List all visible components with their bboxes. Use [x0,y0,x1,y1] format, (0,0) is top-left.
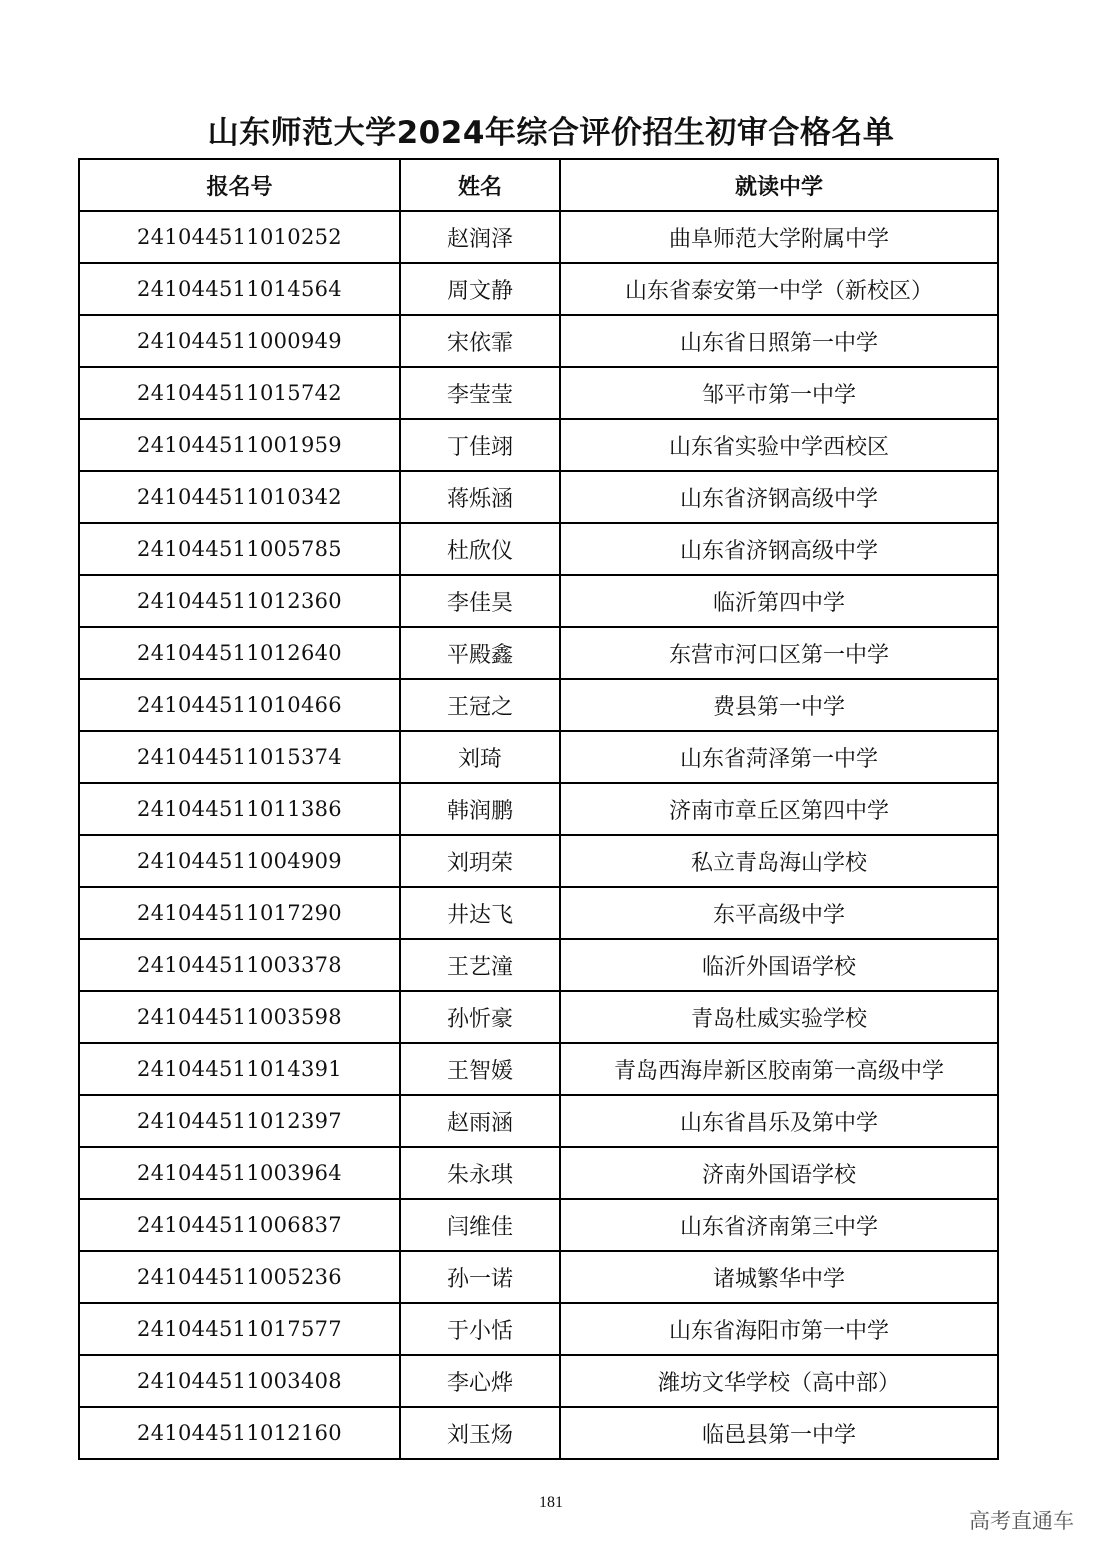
student-name-cell: 王冠之 [400,679,560,731]
table-row [79,783,998,835]
table-row [79,263,998,315]
school-cell: 潍坊文华学校（高中部） [560,1355,998,1407]
header-name: 姓名 [400,159,560,211]
school-cell: 山东省济南第三中学 [560,1199,998,1251]
school-cell: 青岛杜威实验学校 [560,991,998,1043]
school-cell: 济南外国语学校 [560,1147,998,1199]
school-cell: 临邑县第一中学 [560,1407,998,1459]
school-cell: 临沂外国语学校 [560,939,998,991]
table-row [79,367,998,419]
registration-number-cell: 241044511001959 [79,419,400,471]
document-title: 山东师范大学2024年综合评价招生初审合格名单 [207,115,895,151]
school-cell: 私立青岛海山学校 [560,835,998,887]
table-row [79,991,998,1043]
school-cell: 东平高级中学 [560,887,998,939]
registration-number-cell: 241044511012397 [79,1095,400,1147]
student-name-cell: 刘玉炀 [400,1407,560,1459]
school-cell: 临沂第四中学 [560,575,998,627]
page-number: 181 [539,1494,563,1511]
table-row [79,575,998,627]
registration-number-cell: 241044511014564 [79,263,400,315]
student-name-cell: 朱永琪 [400,1147,560,1199]
registration-number-cell: 241044511015374 [79,731,400,783]
table-row [79,1355,998,1407]
table-row [79,315,998,367]
table-row [79,1147,998,1199]
school-cell: 济南市章丘区第四中学 [560,783,998,835]
registration-number-cell: 241044511010342 [79,471,400,523]
student-name-cell: 李心烨 [400,1355,560,1407]
student-name-cell: 丁佳翊 [400,419,560,471]
table-row [79,1095,998,1147]
table-row [79,731,998,783]
header-school: 就读中学 [560,159,998,211]
registration-number-cell: 241044511006837 [79,1199,400,1251]
school-cell: 诸城繁华中学 [560,1251,998,1303]
school-cell: 青岛西海岸新区胶南第一高级中学 [560,1043,998,1095]
table-row [79,523,998,575]
registration-number-cell: 241044511012160 [79,1407,400,1459]
registration-number-cell: 241044511017290 [79,887,400,939]
school-cell: 山东省海阳市第一中学 [560,1303,998,1355]
school-cell: 山东省昌乐及第中学 [560,1095,998,1147]
table-row [79,1251,998,1303]
registration-number-cell: 241044511003378 [79,939,400,991]
registration-number-cell: 241044511005785 [79,523,400,575]
student-name-cell: 孙一诺 [400,1251,560,1303]
student-name-cell: 赵润泽 [400,211,560,263]
student-name-cell: 刘玥荣 [400,835,560,887]
school-cell: 山东省济钢高级中学 [560,523,998,575]
registration-number-cell: 241044511004909 [79,835,400,887]
student-name-cell: 王智媛 [400,1043,560,1095]
student-name-cell: 李佳昊 [400,575,560,627]
table-row [79,1407,998,1459]
registration-number-cell: 241044511012360 [79,575,400,627]
student-name-cell: 孙忻豪 [400,991,560,1043]
table-row [79,1043,998,1095]
student-name-cell: 闫维佳 [400,1199,560,1251]
registration-number-cell: 241044511012640 [79,627,400,679]
table-row [79,887,998,939]
table-row [79,939,998,991]
registration-number-cell: 241044511011386 [79,783,400,835]
student-name-cell: 韩润鹏 [400,783,560,835]
registration-number-cell: 241044511003408 [79,1355,400,1407]
table-row [79,1303,998,1355]
student-name-cell: 平殿鑫 [400,627,560,679]
registration-number-cell: 241044511010466 [79,679,400,731]
school-cell: 东营市河口区第一中学 [560,627,998,679]
student-name-cell: 李莹莹 [400,367,560,419]
school-cell: 费县第一中学 [560,679,998,731]
student-name-cell: 宋依霏 [400,315,560,367]
registration-number-cell: 241044511017577 [79,1303,400,1355]
school-cell: 山东省日照第一中学 [560,315,998,367]
table-row [79,211,998,263]
registration-number-cell: 241044511003598 [79,991,400,1043]
table-header-row [79,159,998,211]
student-name-cell: 杜欣仪 [400,523,560,575]
student-name-cell: 刘琦 [400,731,560,783]
school-cell: 山东省济钢高级中学 [560,471,998,523]
registration-number-cell: 241044511010252 [79,211,400,263]
registration-number-cell: 241044511000949 [79,315,400,367]
school-cell: 山东省泰安第一中学（新校区） [560,263,998,315]
watermark: 高考直通车 [969,1509,1074,1533]
registration-number-cell: 241044511003964 [79,1147,400,1199]
student-name-cell: 井达飞 [400,887,560,939]
registration-number-cell: 241044511005236 [79,1251,400,1303]
school-cell: 曲阜师范大学附属中学 [560,211,998,263]
student-name-cell: 周文静 [400,263,560,315]
table-body [79,211,998,1459]
school-cell: 山东省实验中学西校区 [560,419,998,471]
header-registration-number: 报名号 [79,159,400,211]
school-cell: 山东省菏泽第一中学 [560,731,998,783]
qualified-list-table [78,158,999,1460]
table-row [79,419,998,471]
student-name-cell: 赵雨涵 [400,1095,560,1147]
student-name-cell: 王艺潼 [400,939,560,991]
table-row [79,471,998,523]
student-name-cell: 于小恬 [400,1303,560,1355]
table-row [79,835,998,887]
table-row [79,679,998,731]
school-cell: 邹平市第一中学 [560,367,998,419]
table-row [79,1199,998,1251]
table-row [79,627,998,679]
registration-number-cell: 241044511015742 [79,367,400,419]
registration-number-cell: 241044511014391 [79,1043,400,1095]
student-name-cell: 蒋烁涵 [400,471,560,523]
